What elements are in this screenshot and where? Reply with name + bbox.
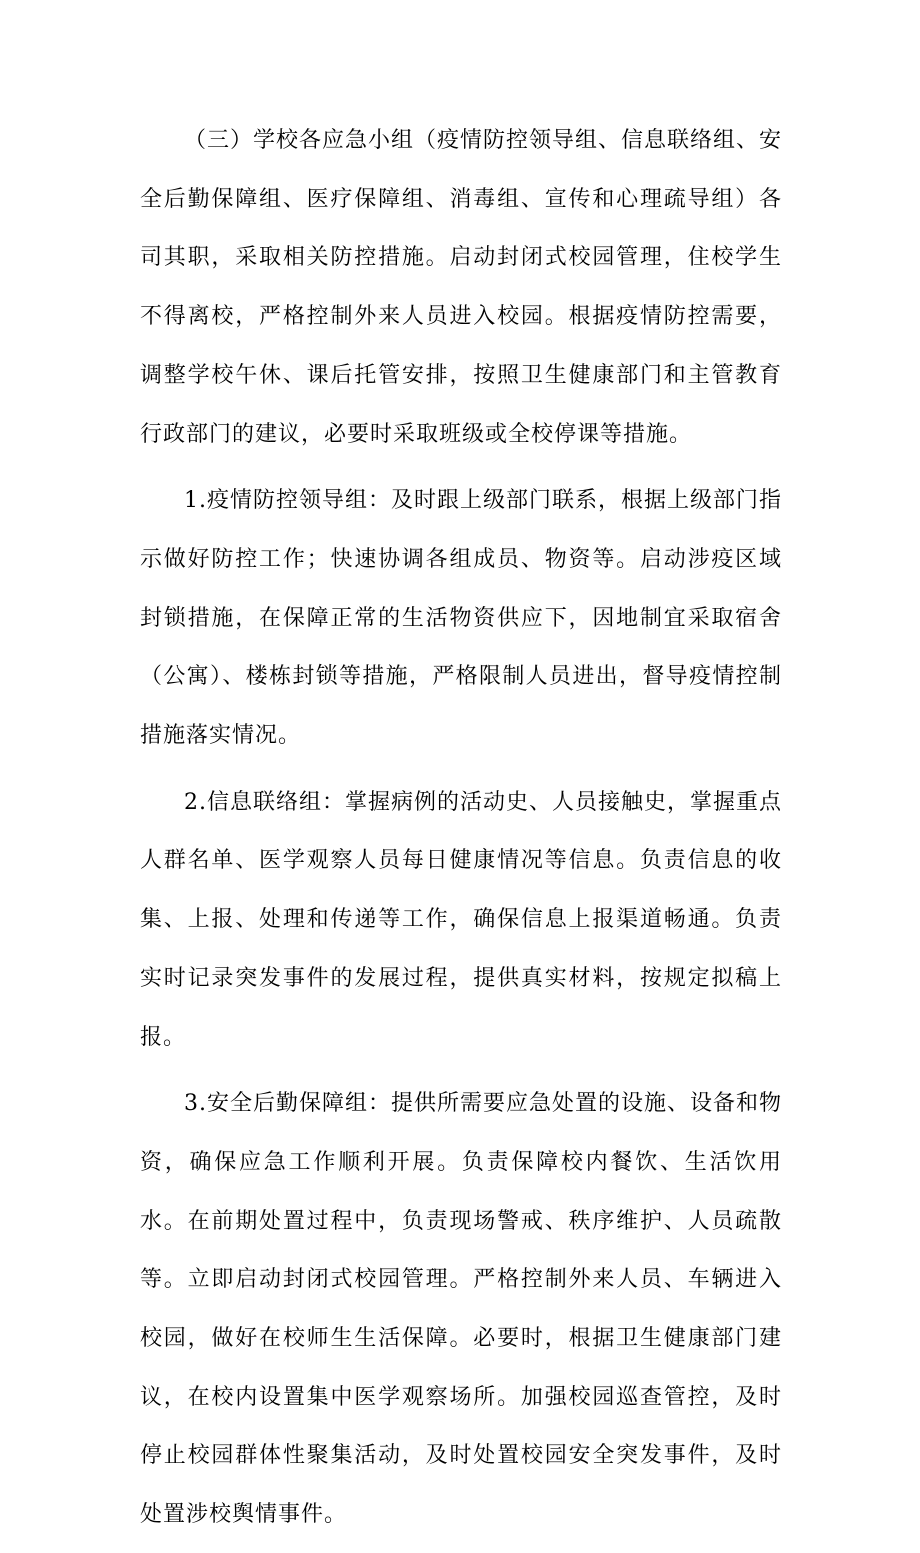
paragraph-leadership-group: 1.疫情防控领导组：及时跟上级部门联系，根据上级部门指示做好防控工作；快速协调各组成员、物资等。启动涉疫区域封锁措施，在保障正常的生活物资供应下，因地制宜采取宿舍（公寓）、楼栋封锁等措施，严格限制人员进出，督导疫情控制措施落实情况。 bbox=[140, 488, 782, 749]
paragraph-safety-logistics-group: 3.安全后勤保障组：提供所需要应急处置的设施、设备和物资，确保应急工作顺利开展。负责保障校内餐饮、生活饮用水。在前期处置过程中，负责现场警戒、秩序维护、人员疏散等。立即启动封闭式校园管理。严格控制外来人员、车辆进入校园，做好在校师生生活保障。必要时，根据卫生健康部门建议，在校内设置集中医学观察场所。加强校园巡查管控，及时停止校园群体性聚集活动，及时处置校园安全突发事件，及时处置涉校舆情事件。 bbox=[140, 1091, 782, 1528]
document-body bbox=[140, 112, 782, 1553]
paragraph-information-liaison-group: 2.信息联络组：掌握病例的活动史、人员接触史，掌握重点人群名单、医学观察人员每日健康情况等信息。负责信息的收集、上报、处理和传递等工作，确保信息上报渠道畅通。负责实时记录突发事件的发展过程，提供真实材料，按规定拟稿上报。 bbox=[140, 789, 782, 1050]
paragraph-school-emergency-groups: （三）学校各应急小组（疫情防控领导组、信息联络组、安全后勤保障组、医疗保障组、消毒组、宣传和心理疏导组）各司其职，采取相关防控措施。启动封闭式校园管理，住校学生不得离校，严格控制外来人员进入校园。根据疫情防控需要，调整学校午休、课后托管安排，按照卫生健康部门和主管教育行政部门的建议，必要时采取班级或全校停课等措施。 bbox=[140, 128, 783, 447]
